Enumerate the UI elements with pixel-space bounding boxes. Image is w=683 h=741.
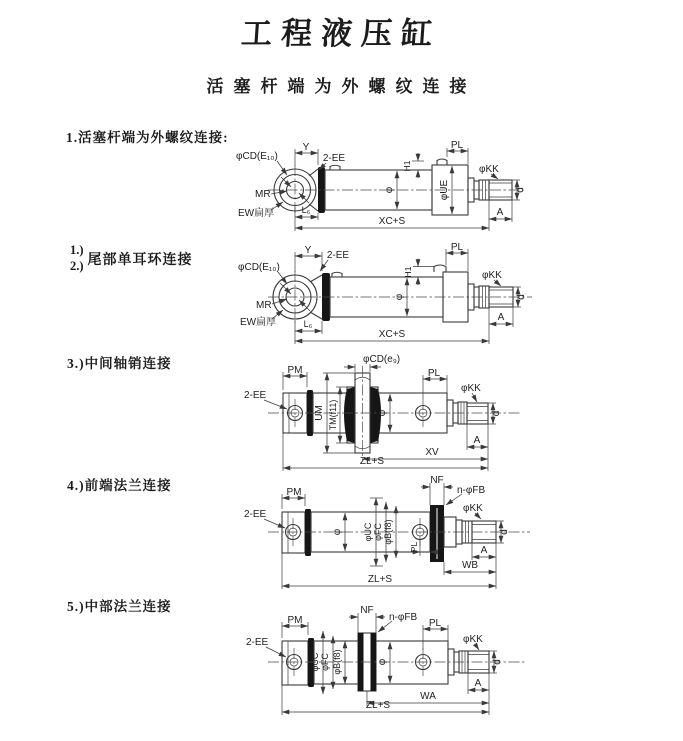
- dim-label-xcs: XC+S: [378, 216, 406, 227]
- dim-label-pl: PL: [409, 541, 419, 553]
- dim-label-d: d: [515, 187, 526, 193]
- dim-label-fc: φFC: [373, 523, 383, 541]
- dim-label-kk: φKK: [463, 503, 483, 514]
- dim-label-pl: PL: [450, 140, 464, 151]
- dim-label-xcs: XC+S: [378, 329, 406, 340]
- section-5-heading: 5.)中部法兰连接: [67, 599, 172, 614]
- dim-label-nfb: n-φFB: [389, 612, 418, 623]
- dim-label-fc: φFC: [320, 653, 330, 671]
- dim-label-phi: φ: [332, 528, 343, 536]
- dim-label-cd: φCD(e₉): [363, 354, 401, 365]
- dim-label-pl: PL: [428, 618, 442, 629]
- dim-label-2ee: 2-EE: [244, 509, 267, 520]
- dim-label-nfb: n-φFB: [457, 485, 486, 496]
- dim-label-phi: φ: [377, 409, 388, 417]
- dim-label-2ee: 2-EE: [322, 153, 346, 164]
- dim-label-phi: φ: [377, 658, 388, 666]
- dim-label-uc: φUC: [310, 652, 320, 672]
- dim-label-zls: ZL+S: [359, 456, 385, 467]
- dim-label-l6: L₆: [301, 205, 311, 215]
- diagram-5-mid-flange: [246, 605, 525, 715]
- diagram-3-trunnion: [244, 354, 520, 471]
- dim-label-phi: φ: [394, 293, 405, 301]
- section-4-heading: 4.)前端法兰连接: [67, 478, 172, 493]
- dim-label-a: A: [480, 545, 488, 556]
- dim-label-pm: PM: [287, 365, 303, 376]
- dim-label-mr: MR: [256, 300, 272, 311]
- dim-label-2ee: 2-EE: [326, 250, 350, 261]
- dim-label-xv: XV: [425, 447, 439, 458]
- dim-label-2ee: 2-EE: [246, 637, 269, 648]
- dim-label-zls: ZL+S: [367, 574, 393, 585]
- dim-label-h1: H1: [403, 266, 413, 278]
- dim-label-wb: WB: [461, 560, 479, 571]
- dim-label-kk: φKK: [479, 164, 499, 175]
- dim-label-ew: EW扁厚: [240, 317, 277, 328]
- page-subtitle: 活塞杆端为外螺纹连接: [206, 77, 477, 96]
- dim-label-nf: NF: [430, 475, 444, 486]
- dim-label-pl: PL: [450, 242, 464, 253]
- dim-label-wa: WA: [420, 691, 436, 702]
- dim-label-b: φB(f8): [332, 649, 342, 675]
- dim-label-d: d: [499, 529, 510, 535]
- dim-label-zls: ZL+S: [365, 700, 391, 711]
- dim-label-mr: MR: [255, 189, 271, 200]
- diagram-2-tail-eye: [238, 242, 532, 344]
- dim-label-kk: φKK: [461, 383, 481, 394]
- dim-label-2ee: 2-EE: [244, 390, 267, 401]
- section-2-label: 尾部单耳环连接: [87, 252, 193, 268]
- diagram-4-front-flange: [244, 475, 530, 589]
- dim-label-cd: φCD(E₁₀): [236, 151, 278, 162]
- dim-label-pm: PM: [287, 615, 303, 626]
- dim-label-a: A: [473, 435, 481, 446]
- dim-label-y: Y: [302, 142, 310, 153]
- dim-label-kk: φKK: [463, 634, 483, 645]
- dim-label-d: d: [492, 659, 503, 665]
- dim-label-tm: TM(f11): [328, 399, 338, 431]
- dim-label-a: A: [496, 207, 504, 218]
- section-1-heading: 1.活塞杆端为外螺纹连接:: [66, 130, 229, 145]
- dim-label-ue: φUE: [439, 179, 450, 201]
- dim-label-nf: NF: [360, 605, 374, 616]
- dim-label-l6: L₆: [303, 319, 313, 329]
- dim-label-y: Y: [304, 245, 312, 256]
- dim-label-h1: H1: [402, 160, 412, 172]
- section-2-num-2: 2.): [70, 258, 84, 273]
- dim-label-pl: PL: [427, 368, 441, 379]
- dim-label-b: φB(f8): [383, 519, 393, 545]
- page-title: 工程液压缸: [240, 16, 443, 51]
- dim-label-d: d: [516, 294, 527, 300]
- section-2-num-1: 1.): [70, 243, 84, 257]
- diagram-1-external-thread: [236, 140, 526, 231]
- dim-label-a: A: [497, 312, 505, 323]
- dim-label-cd: φCD(E₁₀): [238, 262, 280, 273]
- dim-label-a: A: [474, 678, 482, 689]
- dim-label-uc: φUC: [363, 522, 373, 542]
- section-3-heading: 3.)中间轴销连接: [67, 356, 172, 371]
- dim-label-ew: EW扁厚: [238, 208, 275, 219]
- dim-label-kk: φKK: [482, 270, 502, 281]
- dim-label-pm: PM: [286, 487, 302, 498]
- dim-label-phi: φ: [384, 186, 395, 194]
- dim-label-d: d: [491, 410, 502, 417]
- dim-label-um: UM: [314, 405, 325, 421]
